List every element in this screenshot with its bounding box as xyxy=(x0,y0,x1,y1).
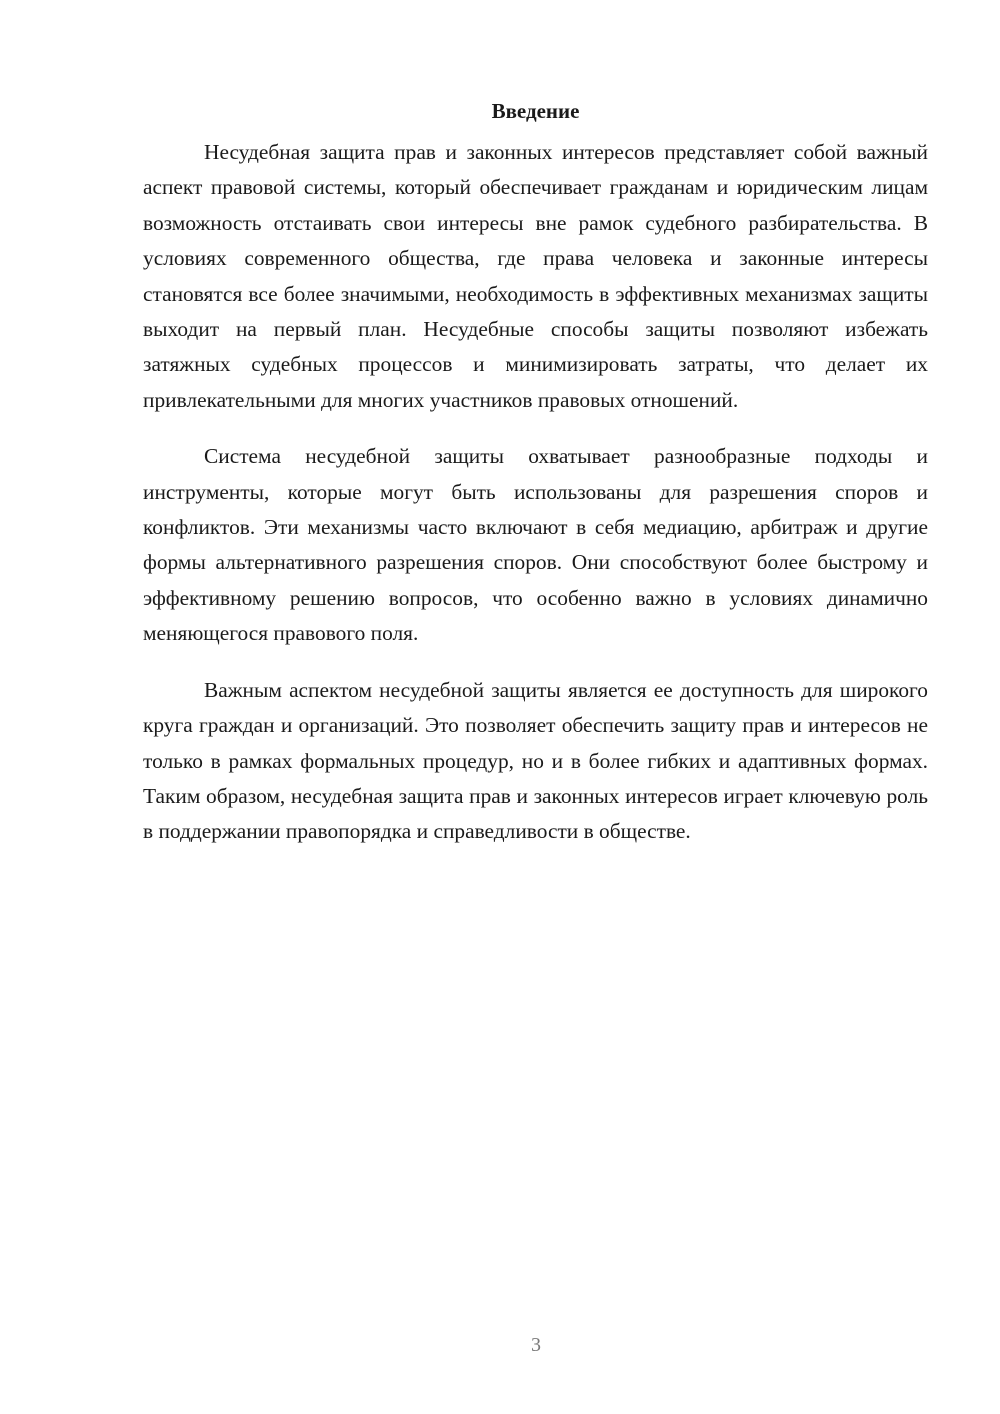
section-heading: Введение xyxy=(491,99,580,123)
paragraph-2: Система несудебной защиты охватывает разнообразные подходы и инструменты, которые могут быть использованы для разрешения споров и конфликтов. Эти механизмы часто включают в себя медиацию, арбитраж и другие формы альтернативного разрешения споров. Они способствуют более быстрому и эффективному решению вопросов, что особенно важно в условиях динамично меняющегося правового поля. xyxy=(143,444,928,646)
page-content xyxy=(143,95,928,850)
page-number: 3 xyxy=(531,1334,541,1356)
paragraph-3: Важным аспектом несудебной защиты является ее доступность для широкого круга граждан и организаций. Это позволяет обеспечить защиту прав и интересов не только в рамках формальных процедур, но и в более гибких и адаптивных формах. Таким образом, несудебная защита прав и законных интересов играет ключевую роль в поддержании правопорядка и справедливости в обществе. xyxy=(143,677,928,844)
paragraph-1: Несудебная защита прав и законных интересов представляет собой важный аспект правовой системы, который обеспечивает гражданам и юридическим лицам возможность отстаивать свои интересы вне рамок судебного разбирательства. В условиях современного общества, где права человека и законные интересы становятся все более значимыми, необходимость в эффективных механизмах защиты выходит на первый план. Несудебные способы защиты позволяют избежать затяжных судебных процессов и минимизировать затраты, что делает их привлекательными для многих участников правовых отношений. xyxy=(143,140,928,412)
